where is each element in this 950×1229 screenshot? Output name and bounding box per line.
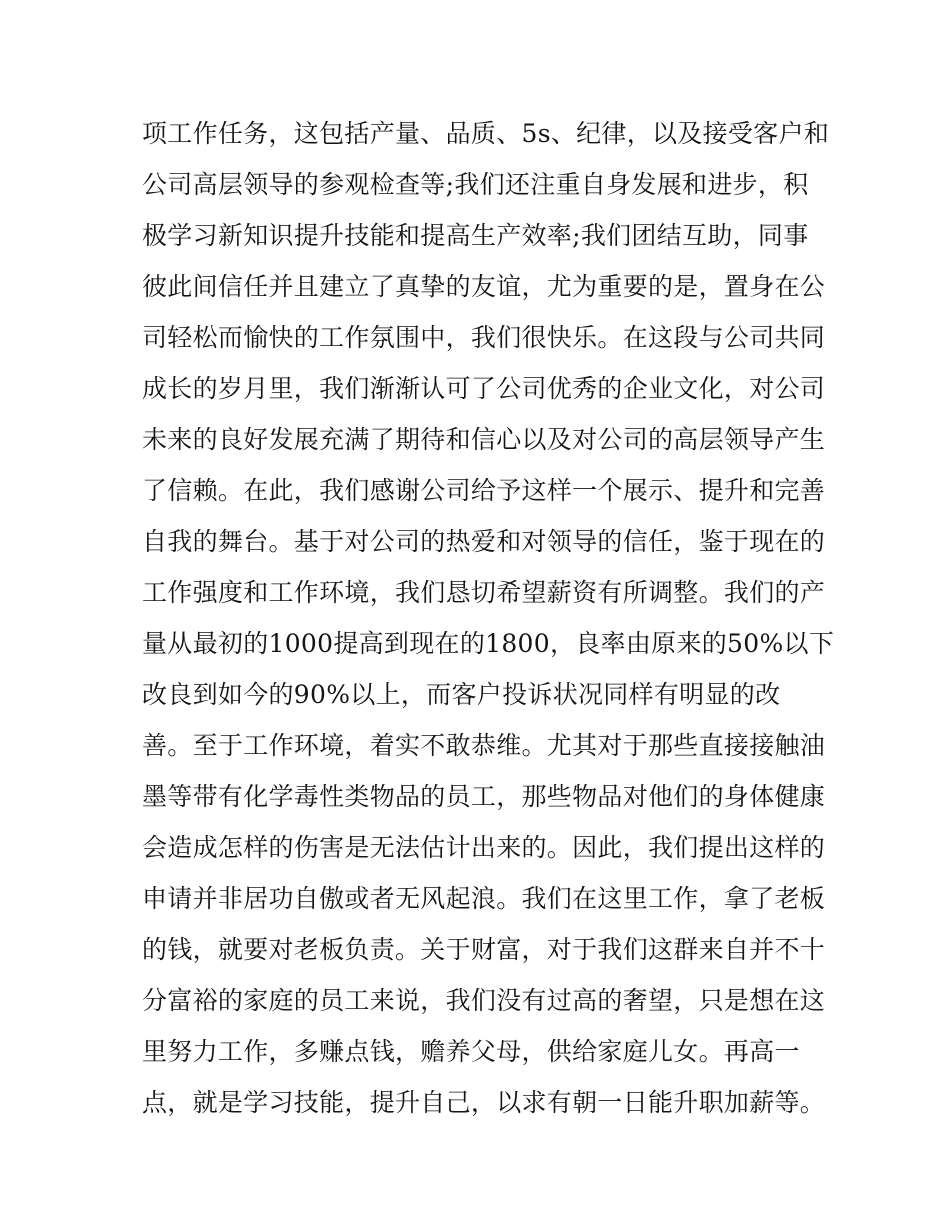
text-line: 了信赖。在此，我们感谢公司给予这样一个展示、提升和完善 (142, 476, 826, 505)
text-line: 成长的岁月里，我们渐渐认可了公司优秀的企业文化，对公司 (142, 374, 826, 403)
text-line: 会造成怎样的伤害是无法估计出来的。因此，我们提出这样的 (142, 833, 826, 862)
text-line: 改良到如今的90%以上，而客户投诉状况同样有明显的改 (142, 680, 781, 709)
text-line: 分富裕的家庭的员工来说，我们没有过高的奢望，只是想在这 (142, 986, 826, 1015)
text-line: 极学习新知识提升技能和提高生产效率;我们团结互助，同事 (142, 221, 809, 250)
text-line: 司轻松而愉快的工作氛围中，我们很快乐。在这段与公司共同 (142, 323, 826, 352)
text-line: 善。至于工作环境，着实不敢恭维。尤其对于那些直接接触油 (142, 731, 826, 760)
text-line: 项工作任务，这包括产量、品质、5s、纪律，以及接受客户和 (142, 119, 830, 148)
body-paragraph (142, 108, 835, 1128)
text-line: 墨等带有化学毒性类物品的员工，那些物品对他们的身体健康 (142, 782, 826, 811)
text-line: 点，就是学习技能，提升自己，以求有朝一日能升职加薪等。 (142, 1088, 826, 1117)
text-line: 量从最初的1000提高到现在的1800，良率由原来的50%以下 (142, 629, 835, 658)
text-line: 里努力工作，多赚点钱，赡养父母，供给家庭儿女。再高一 (142, 1037, 800, 1066)
text-line: 的钱，就要对老板负责。关于财富，对于我们这群来自并不十 (142, 935, 826, 964)
text-line: 自我的舞台。基于对公司的热爱和对领导的信任，鉴于现在的 (142, 527, 826, 556)
text-line: 工作强度和工作环境，我们恳切希望薪资有所调整。我们的产 (142, 578, 826, 607)
text-line: 申请并非居功自傲或者无风起浪。我们在这里工作，拿了老板 (142, 884, 826, 913)
text-line: 未来的良好发展充满了期待和信心以及对公司的高层领导产生 (142, 425, 826, 454)
text-line: 彼此间信任并且建立了真挚的友谊，尤为重要的是，置身在公 (142, 272, 826, 301)
text-line: 公司高层领导的参观检查等;我们还注重自身发展和进步，积 (142, 170, 809, 199)
